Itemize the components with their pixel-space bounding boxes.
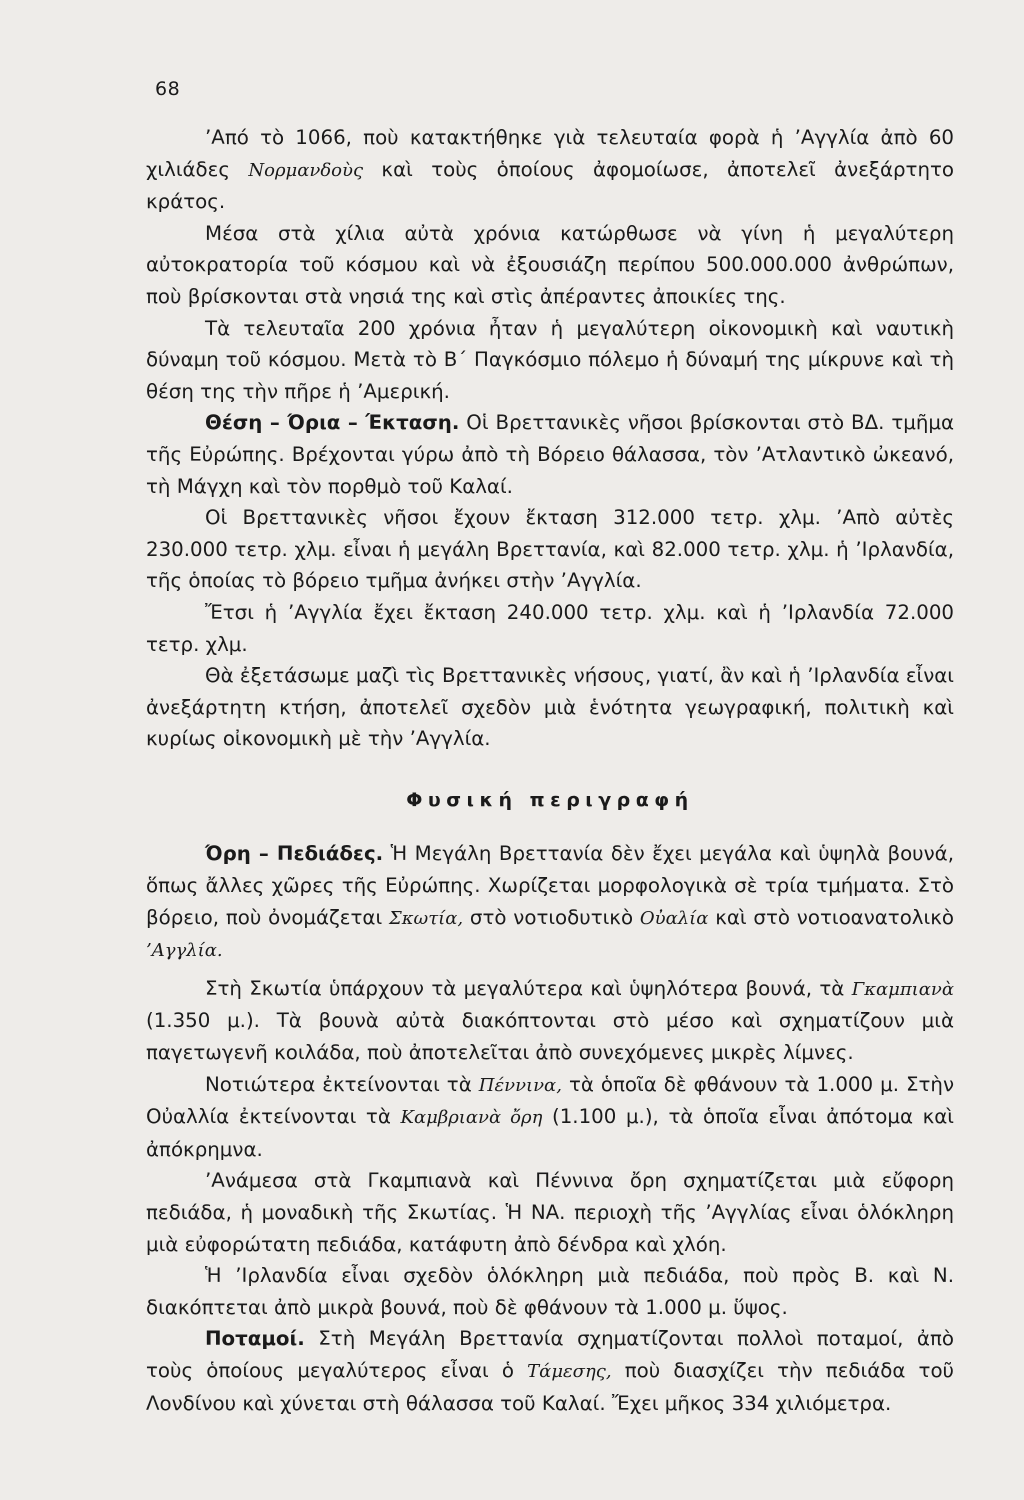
paragraph-text: Οἱ Βρεττανικὲς νῆσοι βρίσκονται στὸ ΒΔ. τμῆμα τῆς Εὐρώπης. Βρέχονται γύρω ἀπὸ τὴ Βόρειο θάλασσα, τὸν ’Ατλαντικὸ ὠκεανό, τὴ Μάγχη καὶ τὸν πορθμὸ τοῦ Καλαί. — [146, 411, 954, 498]
paragraph-area-split — [146, 597, 954, 660]
run-in-heading: Ποταμοί. — [205, 1327, 305, 1351]
paragraph-text: ’Από τὸ 1066, ποὺ κατακτήθηκε γιὰ τελευταία φορὰ ἡ ’Αγγλία ἀπὸ 60 χιλιάδες — [146, 126, 954, 181]
paragraph-text: Ἡ ’Ιρλανδία εἶναι σχεδὸν ὁλόκληρη μιὰ πεδιάδα, ποὺ πρὸς Β. καὶ Ν. διακόπτεται ἀπὸ μικρὰ βουνά, ποὺ δὲ φθάνουν τὰ 1.000 μ. ὕψος. — [146, 1264, 954, 1319]
paragraph-text: στὸ νοτιοδυτικὸ — [469, 905, 634, 929]
paragraph-unity — [146, 660, 954, 755]
paragraph-text: Ἔτσι ἡ ’Αγγλία ἔχει ἔκταση 240.000 τετρ. χλμ. καὶ ἡ ’Ιρλανδία 72.000 τετρ. χλμ. — [146, 600, 954, 656]
paragraph-area — [146, 502, 954, 597]
paragraph-ireland — [146, 1260, 954, 1323]
paragraph-empire — [146, 218, 954, 313]
paragraph-text: καὶ τοὺς ὁποίους ἀφομοίωσε, ἀποτελεῖ ἀνεξάρτητο κράτος. — [146, 157, 954, 214]
paragraph-text: ’Ανάμεσα στὰ Γκαμπιανὰ καὶ Πέννινα ὄρη σχηματίζεται μιὰ εὔφορη πεδιάδα, ἡ μοναδικὴ τῆς Σκωτίας. Ἡ ΝΑ. περιοχὴ τῆς ’Αγγλίας εἶναι ὁλόκληρη μιὰ εὐφορώτατη πεδιάδα, κατάφυτη ἀπὸ δένδρα καὶ χλόη. — [146, 1169, 954, 1256]
paragraph-text: Μέσα στὰ χίλια αὐτὰ χρόνια κατώρθωσε νὰ γίνη ἡ μεγαλύτερη αὐτοκρατορία τοῦ κόσμου καὶ νὰ ἐξουσιάζη περίπου 500.000.000 ἀνθρώπων, ποὺ βρίσκονται στὰ νησιά της καὶ στὶς ἀπέραντες ἀποικίες της. — [146, 221, 954, 308]
page-body — [146, 122, 954, 1419]
section-heading-block — [146, 784, 954, 817]
italic-term: Τάμεσης, — [527, 1360, 612, 1382]
paragraph-position — [146, 407, 954, 502]
paragraph-text: (1.100 μ.), τὰ ὁποῖα εἶναι ἀπότομα καὶ ἀπόκρημνα. — [146, 1105, 954, 1161]
italic-term: ’Αγγλία. — [146, 940, 223, 962]
paragraph-text: (1.350 μ.). Τὰ βουνὰ αὐτὰ διακόπτονται στὸ μέσο καὶ σχηματίζουν μιὰ παγετωγενῆ κοιλάδα, ποὺ ἀποτελεῖται ἀπὸ συνεχόμενες μικρὲς λίμνες. — [146, 1009, 954, 1065]
paragraph-text: Ἡ Μεγάλη Βρεττανία δὲν ἔχει μεγάλα καὶ ὑψηλὰ βουνά, ὅπως ἄλλες χῶρες τῆς Εὐρώπης. Χωρίζεται μορφολογικὰ σὲ τρία τμήματα. Στὸ βόρειο, ποὺ ὀνομάζεται — [146, 842, 955, 929]
paragraph-plains — [146, 1165, 954, 1260]
run-in-heading: Θέση – Όρια – Έκταση. — [205, 411, 460, 435]
paragraph-text: Θὰ ἐξετάσωμε μαζὶ τὶς Βρεττανικὲς νήσους, γιατί, ἂν καὶ ἡ ’Ιρλανδία εἶναι ἀνεξάρτητη κτήση, ἀποτελεῖ σχεδὸν μιὰ ἑνότητα γεωγραφική, πολιτικὴ καὶ κυρίως οἰκονομικὴ μὲ τὴν ’Αγγλία. — [146, 664, 954, 751]
paragraph-intro — [146, 122, 954, 218]
paragraph-pennines — [146, 1069, 954, 1166]
paragraph-text: Στὴ Μεγάλη Βρεττανία σχηματίζονται πολλοὶ ποταμοί, ἀπὸ τοὺς ὁποίους μεγαλύτερος εἶναι ὁ — [146, 1327, 954, 1382]
paragraph-text: ποὺ διασχίζει τὴν πεδιάδα τοῦ Λονδίνου καὶ χύνεται στὴ θάλασσα τοῦ Καλαί. Ἔχει μῆκος 334 χιλιόμετρα. — [146, 1358, 954, 1415]
italic-term: Νορμανδοὺς — [248, 159, 364, 181]
run-in-heading: Όρη – Πεδιάδες. — [205, 842, 384, 866]
paragraph-text: Στὴ Σκωτία ὑπάρχουν τὰ μεγαλύτερα καὶ ὑψηλότερα βουνά, τὰ — [205, 976, 845, 1000]
paragraph-mountains — [146, 838, 954, 966]
paragraph-text: καὶ στὸ νοτιοανατολικὸ — [715, 905, 954, 929]
italic-term: Καμβριανὰ ὄρη — [400, 1107, 543, 1129]
paragraph-text: τὰ ὁποῖα δὲ φθάνουν τὰ 1.000 μ. Στὴν Οὐαλλία ἐκτείνονται τὰ — [146, 1072, 954, 1129]
paragraph-scotland — [146, 973, 954, 1069]
paragraph-text: Οἱ Βρεττανικὲς νῆσοι ἔχουν ἔκταση 312.000 τετρ. χλμ. ’Απὸ αὐτὲς 230.000 τετρ. χλμ. εἶναι ἡ μεγάλη Βρεττανία, καὶ 82.000 τετρ. χλμ. ἡ ’Ιρλανδία, τῆς ὁποίας τὸ βόρειο τμῆμα ἀνήκει στὴν ’Αγγλία. — [146, 506, 954, 593]
paragraph-text: Τὰ τελευταῖα 200 χρόνια ἦταν ἡ μεγαλύτερη οἰκονομικὴ καὶ ναυτικὴ δύναμη τοῦ κόσμου. Μετὰ τὸ Β΄ Παγκόσμιο πόλεμο ἡ δύναμή της μίκρυνε καὶ τὴ θέση της τὴν πῆρε ἡ ’Αμερική. — [146, 316, 954, 403]
italic-term: Γκαμπιανὰ — [851, 978, 954, 1000]
italic-term: Σκωτία, — [388, 907, 464, 929]
paragraph-power — [146, 313, 954, 408]
paragraph-text: Νοτιώτερα ἐκτείνονται τὰ — [205, 1072, 472, 1096]
italic-term: Πέννινα, — [478, 1074, 562, 1096]
section-heading: Φυσική περιγραφή — [406, 788, 694, 811]
page-number: 68 — [155, 78, 181, 100]
paragraph-rivers — [146, 1323, 954, 1419]
italic-term: Οὐαλία — [639, 907, 709, 929]
